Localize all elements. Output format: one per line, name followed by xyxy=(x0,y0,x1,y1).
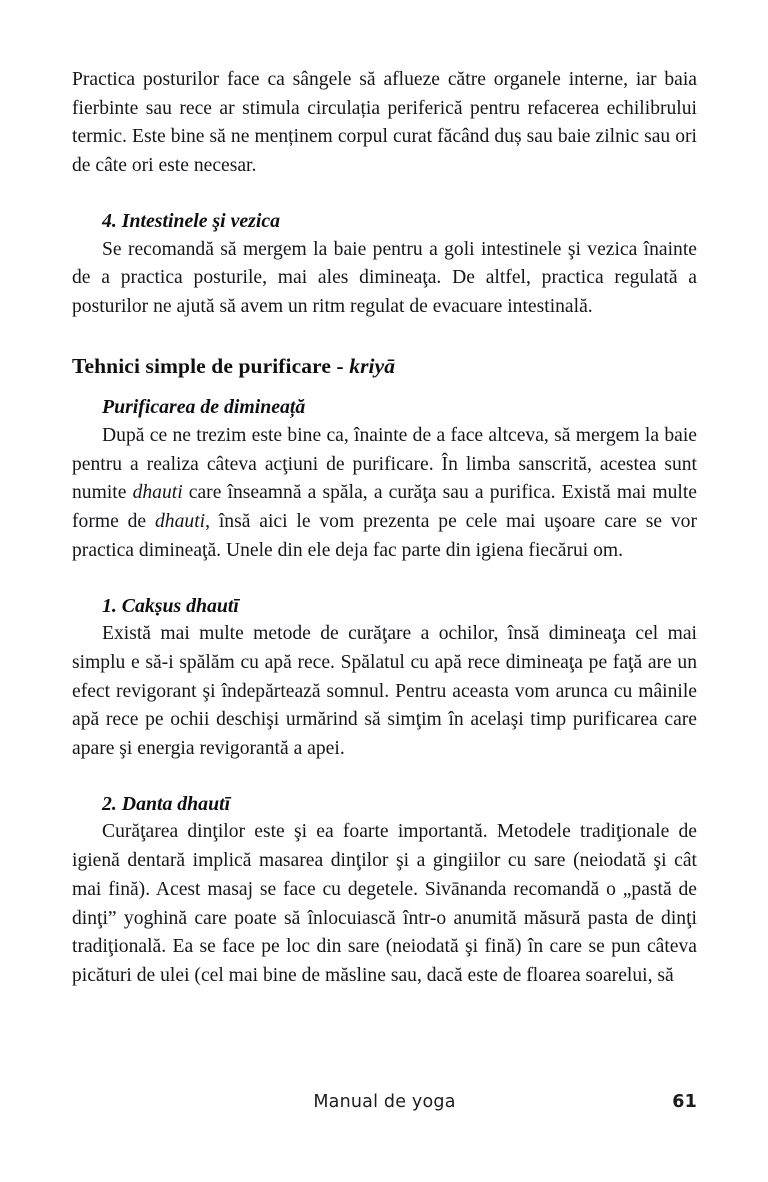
heading-item-2-danta-dhauti: 2. Danta dhautī xyxy=(102,792,231,815)
paragraph-run-3: , însă aici le vom prezenta pe cele mai uşoare care se vor practica dimineaţă. Unele din ele deja fac parte din igiena fiecărui om. xyxy=(72,511,698,561)
page-footer xyxy=(72,1092,697,1118)
paragraph-item-1: Există mai multe metode de curăţare a ochilor, însă dimineaţa cel mai simplu e să-i spălăm cu apă rece. Spălatul cu apă rece dimineaţa pe faţă are un efect revigorant şi îndepărtează somnul. Pentru aceasta vom arunca cu mâinile apă rece pe ochii deschişi urmărind să simţim în acelaşi timp purificarea care apare şi energia revigorantă a apei. xyxy=(72,623,697,760)
subheading-purificarea-de-dimineata: Purificarea de dimineață xyxy=(102,396,306,419)
spacer xyxy=(72,322,697,352)
page-number: 61 xyxy=(672,1092,697,1112)
section-heading-text: Tehnici simple de purificare - xyxy=(72,353,350,378)
paragraph-purificarea-de-dimineata xyxy=(72,422,697,566)
spacer xyxy=(72,181,697,207)
text-column xyxy=(72,66,697,991)
heading-item-4-intestinele-si-vezica: 4. Intestinele şi vezica xyxy=(102,209,281,232)
running-title: Manual de yoga xyxy=(313,1092,456,1112)
paragraph-run-1: După ce ne trezim este bine ca, înainte de a face altceva, să mergem la baie pentru a realiza câteva acţiuni de purificare. În limba sanscrită, acestea sunt numite xyxy=(72,425,697,504)
spacer xyxy=(72,566,697,592)
sanskrit-term-dhauti-1: dhauti xyxy=(132,482,183,504)
section-heading-tehnici-simple-de-purificare xyxy=(72,352,697,381)
section-heading-sanskrit-term: kriyā xyxy=(349,353,396,378)
spacer xyxy=(72,380,697,393)
heading-item-1-caksus-dhauti: 1. Cakṣus dhautī xyxy=(102,594,239,617)
spacer xyxy=(72,764,697,790)
paragraph-item-2: Curăţarea dinţilor este şi ea foarte importantă. Metodele tradiţionale de igienă dentară implică masarea dinţilor şi a gingiilor cu sare (neiodată şi cât mai fină). Acest masaj se face cu degetele. Sivānanda recomandă o „pastă de dinţi” yoghină care poate să înlocuiască într-o anumită măsură pasta de dinţi tradiţională. Ea se face pe loc din sare (neiodată şi fină) în care se pun câteva picături de ulei (cel mai bine de măsline sau, dacă este de floarea soarelui, să xyxy=(72,821,697,986)
opening-paragraph: Practica posturilor face ca sângele să aflueze către organele interne, iar baia fierbinte sau rece ar stimula circulația periferică pentru refacerea echilibrului termic. Este bine să ne menținem corpul curat făcând duș sau baie zilnic sau ori de câte ori este necesar. xyxy=(72,69,697,177)
sanskrit-term-dhauti-2: dhauti xyxy=(155,511,206,533)
paragraph-item-4: Se recomandă să mergem la baie pentru a goli intestinele şi vezica înainte de a practica posturile, mai ales dimineaţa. De altfel, practica regulată a posturilor ne ajută să avem un ritm regulat de evacuare intestinală. xyxy=(72,238,697,317)
paragraph-run-2: care înseamnă a spăla, a curăţa sau a purifica. Există mai multe forme de xyxy=(72,482,697,533)
